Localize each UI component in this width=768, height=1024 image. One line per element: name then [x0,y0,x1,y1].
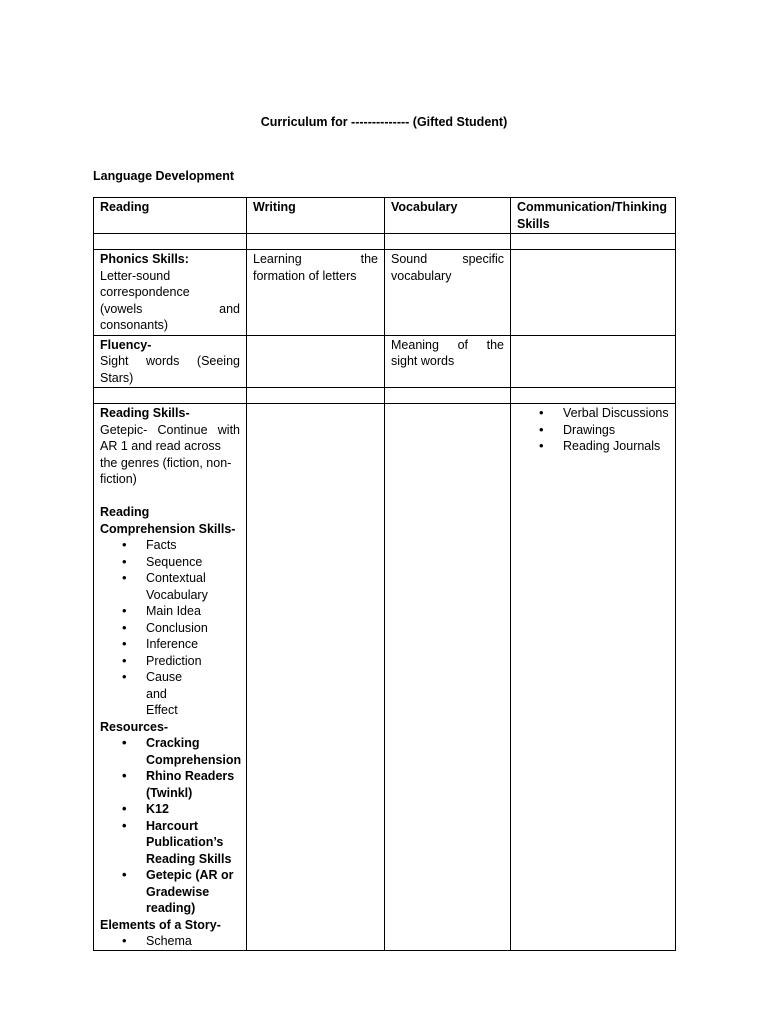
list-item: • Cause and Effect [146,669,240,719]
list-item: • Reading Journals [563,438,669,455]
header-writing: Writing [247,198,385,234]
cell-fluency-reading: Fluency- Sight words (Seeing Stars) [94,335,247,388]
fluency-heading: Fluency- [100,337,152,352]
list-item: • Facts [146,537,240,554]
communication-list [517,405,669,455]
comprehension-heading: Comprehension Skills- [100,521,236,536]
list-item: • Verbal Discussions [563,405,669,422]
list-item: • Rhino Readers (Twinkl) [146,768,240,801]
elements-heading: Elements of a Story- [100,917,221,932]
cell-reading-vocabulary [385,404,511,951]
section-heading: Language Development [93,169,234,183]
cell-reading-writing [247,404,385,951]
list-item: • Main Idea [146,603,240,620]
header-vocabulary: Vocabulary [385,198,511,234]
phonics-line: consonants) [100,318,169,332]
cell-fluency-communication [511,335,676,388]
table-row-empty [94,388,676,404]
cell-phonics-vocabulary: Sound specific vocabulary [385,250,511,336]
table-row-empty [94,234,676,250]
cell-reading-communication [511,404,676,951]
comprehension-list [100,537,240,719]
header-reading: Reading [94,198,247,234]
cell-phonics-reading [94,250,247,336]
phonics-line: correspondence [100,285,190,299]
phonics-line: (vowels and [100,301,240,316]
list-item: • K12 [146,801,240,818]
cell-fluency-writing [247,335,385,388]
list-item: • Cracking Comprehension [146,735,240,768]
list-item: • Getepic (AR or Gradewise reading) [146,867,240,917]
list-item: • Schema [146,933,240,950]
list-item: • Sequence [146,554,240,571]
list-item: • Contextual Vocabulary [146,570,240,603]
phonics-line: Letter-sound [100,268,171,283]
cell-phonics-communication [511,250,676,336]
table-row-phonics [94,250,676,336]
list-item: • Inference [146,636,240,653]
list-item: • Drawings [563,422,669,439]
cell-fluency-vocabulary: Meaning of the sight words [385,335,511,388]
list-item: • Prediction [146,653,240,670]
curriculum-table [93,197,676,951]
reading-skills-heading: Reading Skills- [100,406,190,420]
cell-reading-skills: Reading Skills- Getepic- Continue with AR 1 and read across the genres (fiction, non- fiction) Reading Comprehension Skills- • Facts • Sequence • Contextual Vocabulary • Main Idea • Conclusion • Inference • Prediction • Cause and Effect Resources- • Cracking Comprehension • Rhino Readers (Twinkl) • K12 • Harcourt Publication’s Reading Skills • Getepic (AR or Gradewise reading) Elements of a Story- • Schema [94,404,247,951]
table-row-reading-skills [94,404,676,951]
resources-heading: Resources- [100,719,169,734]
phonics-heading: Phonics Skills: [100,252,189,266]
table-header-row [94,198,676,234]
list-item: • Harcourt Publication’s Reading Skills [146,818,240,868]
table-row-fluency [94,335,676,388]
elements-list [100,933,240,950]
header-communication: Communication/Thinking Skills [511,198,676,234]
resources-list [100,735,240,917]
list-item: • Conclusion [146,620,240,637]
document-title: Curriculum for -------------- (Gifted Student) [260,115,508,129]
cell-phonics-writing: Learning the formation of letters [247,250,385,336]
